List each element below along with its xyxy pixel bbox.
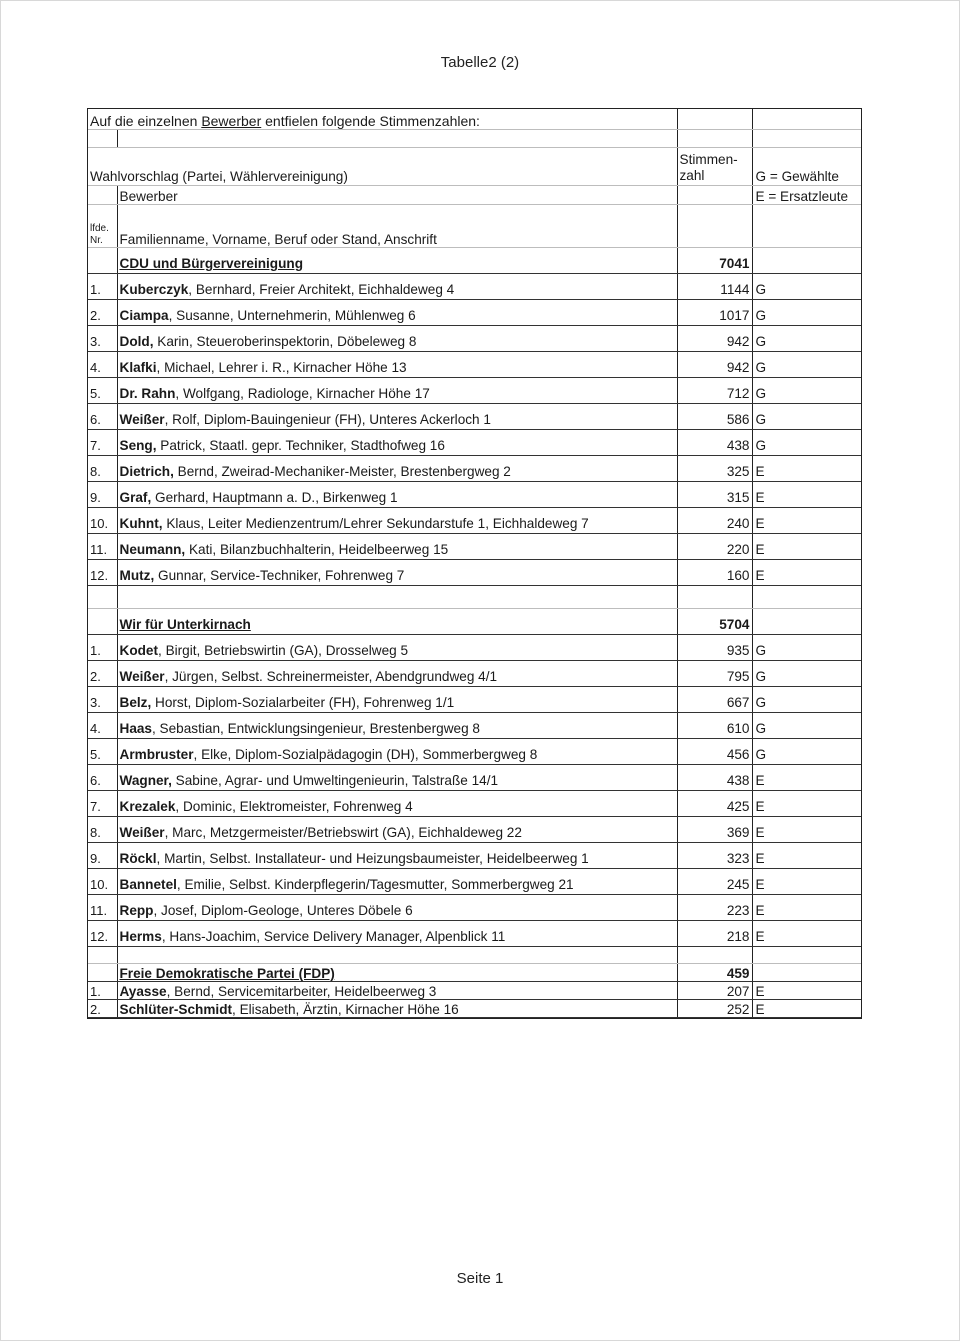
party-name: Freie Demokratische Partei (FDP): [117, 964, 677, 982]
candidate-details: , Jürgen, Selbst. Schreinermeister, Abendgrundweg 4/1: [164, 669, 498, 684]
candidate-votes: 325: [677, 456, 752, 482]
candidate-surname: Röckl: [119, 851, 157, 866]
candidate-nr: 10.: [88, 508, 117, 534]
candidate-status: E: [752, 534, 861, 560]
candidate-status: G: [752, 352, 861, 378]
candidate-surname: Kuberczyk: [119, 282, 189, 297]
candidate-status: G: [752, 713, 861, 739]
candidate-row: [88, 869, 861, 895]
candidate-status: E: [752, 456, 861, 482]
candidate-nr: 8.: [88, 817, 117, 843]
candidate-row: [88, 739, 861, 765]
candidate-surname: Dietrich,: [119, 464, 174, 479]
party-total: 459: [677, 964, 752, 982]
candidate-votes: 240: [677, 508, 752, 534]
candidate-row: [88, 430, 861, 456]
candidate-nr: 12.: [88, 921, 117, 947]
candidate-name: [117, 456, 677, 482]
candidate-surname: Krezalek: [119, 799, 176, 814]
candidate-status: E: [752, 508, 861, 534]
candidate-details: , Rolf, Diplom-Bauingenieur (FH), Unteres Ackerloch 1: [164, 412, 491, 427]
party-row: [88, 964, 861, 982]
candidate-status: E: [752, 869, 861, 895]
candidate-votes: 369: [677, 817, 752, 843]
candidate-row: [88, 352, 861, 378]
party-row: [88, 248, 861, 274]
candidate-surname: Weißer: [119, 412, 165, 427]
party-total: 7041: [677, 248, 752, 274]
candidate-details: , Emilie, Selbst. Kinderpflegerin/Tagesmutter, Sommerbergweg 21: [176, 877, 574, 892]
candidate-details: Karin, Steueroberinspektorin, Döbeleweg 8: [153, 334, 417, 349]
wahlvorschlag-label: Wahlvorschlag (Partei, Wählervereinigung): [88, 148, 677, 186]
candidate-name: [117, 791, 677, 817]
candidate-status: G: [752, 430, 861, 456]
candidate-status: G: [752, 326, 861, 352]
candidate-surname: Neumann,: [119, 542, 186, 557]
candidate-name: [117, 843, 677, 869]
candidate-row: [88, 560, 861, 586]
candidate-surname: Mutz,: [119, 568, 155, 583]
candidate-nr: 12.: [88, 560, 117, 586]
candidate-surname: Weißer: [119, 669, 165, 684]
candidate-row: [88, 982, 861, 1000]
bewerber-label: Bewerber: [117, 186, 677, 205]
candidate-row: [88, 534, 861, 560]
candidate-name: [117, 982, 677, 1000]
candidate-status: E: [752, 982, 861, 1000]
candidate-details: , Elisabeth, Ärztin, Kirnacher Höhe 16: [232, 1002, 459, 1017]
page-title: Tabelle2 (2): [440, 54, 520, 71]
candidate-name: [117, 921, 677, 947]
candidate-name: [117, 687, 677, 713]
candidate-row: [88, 300, 861, 326]
candidate-details: , Bernhard, Freier Architekt, Eichhaldeweg 4: [188, 282, 455, 297]
candidate-details: , Susanne, Unternehmerin, Mühlenweg 6: [168, 308, 416, 323]
legend-e: E = Ersatzleute: [752, 186, 861, 205]
candidate-status: E: [752, 1000, 861, 1018]
candidate-votes: 438: [677, 765, 752, 791]
candidate-votes: 438: [677, 430, 752, 456]
candidate-row: [88, 378, 861, 404]
candidate-name: [117, 430, 677, 456]
candidate-status: G: [752, 661, 861, 687]
candidate-row: [88, 456, 861, 482]
party-name: CDU und Bürgervereinigung: [117, 248, 677, 274]
candidate-row: [88, 817, 861, 843]
candidate-surname: Herms: [119, 929, 162, 944]
candidate-details: Klaus, Leiter Medienzentrum/Lehrer Sekundarstufe 1, Eichhaldeweg 7: [162, 516, 589, 531]
spacer-row: [88, 947, 861, 964]
candidate-status: E: [752, 765, 861, 791]
candidate-status: G: [752, 687, 861, 713]
candidate-row: [88, 791, 861, 817]
candidate-votes: 252: [677, 1000, 752, 1018]
candidate-votes: 935: [677, 635, 752, 661]
candidate-row: [88, 661, 861, 687]
candidate-name: [117, 765, 677, 791]
candidate-row: [88, 895, 861, 921]
candidate-nr: 2.: [88, 300, 117, 326]
legend-g: G = Gewählte: [752, 148, 861, 186]
candidate-name: [117, 300, 677, 326]
candidate-votes: 712: [677, 378, 752, 404]
candidate-details: Gunnar, Service-Techniker, Fohrenweg 7: [154, 568, 405, 583]
candidate-status: G: [752, 635, 861, 661]
candidate-details: Horst, Diplom-Sozialarbeiter (FH), Fohrenweg 1/1: [151, 695, 455, 710]
party-total: 5704: [677, 609, 752, 635]
candidate-surname: Wagner,: [119, 773, 172, 788]
intro-underlined: Bewerber: [201, 113, 262, 129]
candidate-surname: Kuhnt,: [119, 516, 163, 531]
candidate-nr: 9.: [88, 482, 117, 508]
candidate-name: [117, 508, 677, 534]
candidate-status: G: [752, 404, 861, 430]
intro-text: Auf die einzelnen Bewerber entfielen folgende Stimmenzahlen:: [88, 109, 677, 130]
candidate-surname: Armbruster: [119, 747, 194, 762]
candidate-name: [117, 713, 677, 739]
candidate-votes: 586: [677, 404, 752, 430]
candidate-row: [88, 482, 861, 508]
candidate-nr: 1.: [88, 982, 117, 1000]
candidate-votes: 942: [677, 326, 752, 352]
header-row-columns: [88, 205, 861, 248]
candidate-surname: Belz,: [119, 695, 152, 710]
candidate-nr: 2.: [88, 1000, 117, 1018]
candidate-surname: Dold,: [119, 334, 154, 349]
candidate-name: [117, 635, 677, 661]
page-footer: Seite 1: [456, 1270, 504, 1287]
candidate-votes: 667: [677, 687, 752, 713]
candidate-details: , Josef, Diplom-Geologe, Unteres Döbele 6: [153, 903, 413, 918]
candidate-details: Sabine, Agrar- und Umweltingenieurin, Talstraße 14/1: [171, 773, 499, 788]
candidate-votes: 207: [677, 982, 752, 1000]
candidate-name: [117, 482, 677, 508]
candidate-nr: 4.: [88, 713, 117, 739]
candidate-surname: Klafki: [119, 360, 157, 375]
candidate-nr: 1.: [88, 274, 117, 300]
candidate-row: [88, 765, 861, 791]
candidate-name: [117, 352, 677, 378]
candidate-details: , Marc, Metzgermeister/Betriebswirt (GA), Eichhaldeweg 22: [164, 825, 522, 840]
candidate-nr: 3.: [88, 326, 117, 352]
results-table: [88, 109, 861, 1018]
candidate-details: , Wolfgang, Radiologe, Kirnacher Höhe 17: [175, 386, 430, 401]
candidate-nr: 6.: [88, 404, 117, 430]
candidate-status: G: [752, 378, 861, 404]
candidate-nr: 4.: [88, 352, 117, 378]
candidate-votes: 223: [677, 895, 752, 921]
candidate-votes: 942: [677, 352, 752, 378]
party-name: Wir für Unterkirnach: [117, 609, 677, 635]
candidate-details: Patrick, Staatl. gepr. Techniker, Stadthofweg 16: [156, 438, 445, 453]
candidate-status: E: [752, 817, 861, 843]
candidate-name: [117, 560, 677, 586]
candidate-surname: Seng,: [119, 438, 157, 453]
candidate-votes: 220: [677, 534, 752, 560]
candidate-name: [117, 404, 677, 430]
candidate-row: [88, 404, 861, 430]
candidate-name: [117, 274, 677, 300]
candidate-nr: 2.: [88, 661, 117, 687]
candidate-row: [88, 921, 861, 947]
candidate-details: , Dominic, Elektromeister, Fohrenweg 4: [175, 799, 413, 814]
candidate-nr: 11.: [88, 534, 117, 560]
candidate-votes: 218: [677, 921, 752, 947]
spacer-row: [88, 586, 861, 609]
candidate-nr: 7.: [88, 791, 117, 817]
candidate-details: , Martin, Selbst. Installateur- und Heizungsbaumeister, Heidelbeerweg 1: [156, 851, 589, 866]
candidate-name: [117, 1000, 677, 1018]
party-row: [88, 609, 861, 635]
candidate-row: [88, 687, 861, 713]
candidate-surname: Repp: [119, 903, 154, 918]
candidate-surname: Graf,: [119, 490, 152, 505]
spacer-row: [88, 130, 861, 148]
candidate-surname: Haas: [119, 721, 152, 736]
columns-label: Familienname, Vorname, Beruf oder Stand, Anschrift: [117, 205, 677, 248]
candidate-nr: 11.: [88, 895, 117, 921]
candidate-votes: 1017: [677, 300, 752, 326]
candidate-details: Gerhard, Hauptmann a. D., Birkenweg 1: [151, 490, 398, 505]
candidate-details: , Birgit, Betriebswirtin (GA), Drosselweg 5: [158, 643, 409, 658]
candidate-votes: 425: [677, 791, 752, 817]
candidate-nr: 9.: [88, 843, 117, 869]
candidate-status: E: [752, 921, 861, 947]
candidate-nr: 5.: [88, 739, 117, 765]
header-row-bewerber: [88, 186, 861, 205]
candidate-name: [117, 534, 677, 560]
candidate-surname: Bannetel: [119, 877, 177, 892]
candidate-row: [88, 508, 861, 534]
candidate-status: E: [752, 895, 861, 921]
candidate-status: G: [752, 300, 861, 326]
candidate-details: , Sebastian, Entwicklungsingenieur, Brestenbergweg 8: [152, 721, 480, 736]
candidate-name: [117, 661, 677, 687]
candidate-row: [88, 713, 861, 739]
candidate-name: [117, 739, 677, 765]
candidate-votes: 315: [677, 482, 752, 508]
candidate-nr: 6.: [88, 765, 117, 791]
candidate-nr: 3.: [88, 687, 117, 713]
candidate-status: E: [752, 560, 861, 586]
candidate-details: , Elke, Diplom-Sozialpädagogin (DH), Sommerbergweg 8: [193, 747, 538, 762]
candidate-votes: 610: [677, 713, 752, 739]
candidate-nr: 1.: [88, 635, 117, 661]
candidate-name: [117, 817, 677, 843]
candidate-surname: Weißer: [119, 825, 165, 840]
candidate-details: Kati, Bilanzbuchhalterin, Heidelbeerweg 15: [185, 542, 449, 557]
candidate-votes: 160: [677, 560, 752, 586]
candidate-details: , Bernd, Servicemitarbeiter, Heidelbeerweg 3: [166, 984, 437, 999]
candidate-votes: 323: [677, 843, 752, 869]
candidate-status: E: [752, 482, 861, 508]
candidate-details: , Michael, Lehrer i. R., Kirnacher Höhe 13: [156, 360, 407, 375]
candidate-votes: 456: [677, 739, 752, 765]
candidate-votes: 245: [677, 869, 752, 895]
candidate-name: [117, 378, 677, 404]
candidate-row: [88, 635, 861, 661]
candidate-name: [117, 326, 677, 352]
header-row-wahlvorschlag: [88, 148, 861, 186]
candidate-nr: 8.: [88, 456, 117, 482]
candidate-votes: 1144: [677, 274, 752, 300]
candidate-status: G: [752, 274, 861, 300]
candidate-surname: Ayasse: [119, 984, 167, 999]
intro-row: [88, 109, 861, 130]
candidate-row: [88, 1000, 861, 1018]
candidate-name: [117, 895, 677, 921]
candidate-row: [88, 274, 861, 300]
candidate-surname: Schlüter-Schmidt: [119, 1002, 233, 1017]
candidate-status: G: [752, 739, 861, 765]
candidate-name: [117, 869, 677, 895]
nr-label: lfde. Nr.: [88, 205, 117, 248]
candidate-row: [88, 843, 861, 869]
candidate-votes: 795: [677, 661, 752, 687]
candidate-row: [88, 326, 861, 352]
candidate-status: E: [752, 791, 861, 817]
candidate-details: , Hans-Joachim, Service Delivery Manager, Alpenblick 11: [161, 929, 506, 944]
candidate-nr: 7.: [88, 430, 117, 456]
candidate-surname: Dr. Rahn: [119, 386, 176, 401]
candidate-nr: 10.: [88, 869, 117, 895]
candidate-surname: Kodet: [119, 643, 159, 658]
stimmenzahl-label: Stimmen- zahl: [677, 148, 752, 186]
candidate-details: Bernd, Zweirad-Mechaniker-Meister, Brestenbergweg 2: [173, 464, 511, 479]
results-table-frame: [87, 108, 862, 1019]
candidate-nr: 5.: [88, 378, 117, 404]
candidate-surname: Ciampa: [119, 308, 169, 323]
candidate-status: E: [752, 843, 861, 869]
